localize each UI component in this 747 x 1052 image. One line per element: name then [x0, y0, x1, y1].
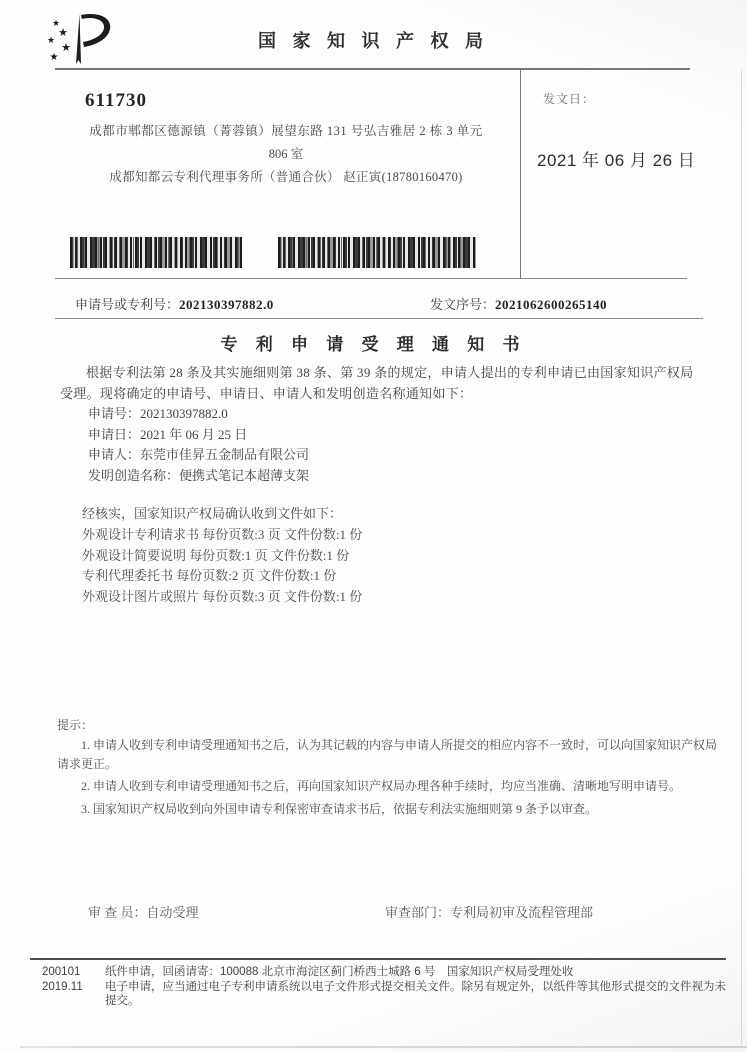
examiner-row: [88, 902, 199, 921]
department-label: 审查部门：: [385, 905, 451, 920]
footer-divider: [30, 958, 726, 960]
scan-right-edge: [741, 70, 742, 1045]
scan-bottom-edge: [20, 1046, 747, 1048]
dispatch-date-value: 2021 年 06 月 26 日: [537, 151, 696, 170]
tips-list: [57, 736, 719, 822]
field-label: 申请日：: [88, 426, 141, 442]
dispatch-box-left-border: [520, 69, 521, 278]
field-label: 发明创造名称：: [88, 467, 180, 483]
department-value: 专利局初审及流程管理部: [450, 905, 594, 920]
field-application-date: [88, 425, 309, 446]
application-number-row: [75, 294, 274, 313]
mailing-address-line1: 成都市郫都区德源镇（菁蓉镇）展望东路 131 号弘吉雅居 2 栋 3 单元: [89, 124, 483, 138]
footer-form-code: 200101: [42, 966, 81, 978]
serial-number-label: 发文序号：: [430, 297, 496, 312]
footer-row-electronic: [42, 980, 726, 1009]
tip-item: 1. 申请人收到专利申请受理通知书之后，认为其记载的内容与申请人所提交的相应内容不一致时，可以向国家知识产权局请求更正。: [57, 738, 718, 771]
header-divider: [55, 68, 690, 70]
barcode-serial: [278, 237, 476, 268]
document-item: 外观设计专利请求书 每份页数:3 页 文件份数:1 份: [82, 527, 363, 542]
footer-electronic-instruction: 电子申请，应当通过电子专利申请系统以电子文件形式提交相关文件。除另有规定外，以纸件等其他形式提交的文件视为未提交。: [105, 980, 726, 1007]
footer-row-paper: [42, 965, 726, 980]
field-applicant: [88, 445, 309, 466]
reference-divider: [55, 318, 703, 319]
received-documents-list: [82, 525, 362, 607]
footer-paper-instruction: 纸件申请，回函请寄：100088 北京市海淀区蓟门桥西土城路 6 号 国家知识产权局受理处收: [105, 966, 574, 978]
svg-text:★: ★: [61, 42, 71, 54]
svg-text:★: ★: [51, 18, 61, 28]
application-number-label: 申请号或专利号：: [75, 297, 180, 312]
footer-block: [42, 965, 726, 1009]
serial-number-value: 2021062600265140: [495, 297, 608, 312]
svg-text:★: ★: [58, 27, 68, 39]
department-row: [385, 902, 593, 921]
documents-confirm-intro: 经核实，国家知识产权局确认收到文件如下：: [82, 506, 343, 521]
tips-label: 提示：: [57, 718, 94, 732]
application-fields: [88, 404, 309, 486]
barcode-application: [70, 237, 242, 268]
document-item: 外观设计简要说明 每份页数:1 页 文件份数:1 份: [82, 547, 350, 563]
notice-title: 专 利 申 请 受 理 通 知 书: [220, 335, 527, 354]
agency-title: 国 家 知 识 产 权 局: [258, 31, 489, 51]
serial-number-row: [430, 294, 607, 313]
document-item: 专利代理委托书 每份页数:2 页 文件份数:1 份: [82, 568, 337, 583]
examiner-value: 自动受理: [146, 905, 199, 920]
field-label: 申请号：: [88, 406, 141, 421]
dispatch-date-label: 发文日：: [543, 92, 596, 106]
notice-intro-paragraph: 根据专利法第 28 条及其实施细则第 38 条、第 39 条的规定，申请人提出的专利申请已由国家知识产权局受理。现将确定的申请号、申请日、申请人和发明创造名称通知如下：: [60, 365, 694, 401]
field-value: 东莞市佳昇五金制品有限公司: [140, 447, 310, 462]
tip-item: 2. 申请人收到专利申请受理通知书之后，再向国家知识产权局办理各种手续时，均应当准确、清晰地写明申请号。: [81, 779, 682, 793]
field-application-number: [88, 404, 309, 425]
mailing-address-line2: 806 室: [268, 147, 304, 161]
postal-code: 611730: [85, 90, 147, 111]
field-invention-title: [88, 466, 309, 487]
document-item: 外观设计图片或照片 每份页数:3 页 文件份数:1 份: [82, 588, 363, 604]
field-value: 便携式笔记本超薄支架: [179, 467, 310, 483]
mailing-recipient: 成都知都云专利代理事务所（普通合伙） 赵正寅(18780160470): [109, 170, 463, 184]
svg-text:★: ★: [46, 35, 56, 45]
svg-text:★: ★: [49, 52, 59, 63]
tip-item: 3. 国家知识产权局收到向外国申请专利保密审查请求书后，依据专利法实施细则第 9 条予以审查。: [81, 801, 598, 816]
footer-form-version: 2019.11: [42, 980, 83, 993]
field-value: 2021 年 06 月 25 日: [140, 426, 248, 442]
barcode-divider: [55, 278, 687, 279]
field-value: 202130397882.0: [140, 406, 228, 421]
field-label: 申请人：: [88, 447, 141, 462]
application-number-value: 202130397882.0: [179, 297, 274, 312]
examiner-label: 审 查 员：: [88, 905, 147, 920]
